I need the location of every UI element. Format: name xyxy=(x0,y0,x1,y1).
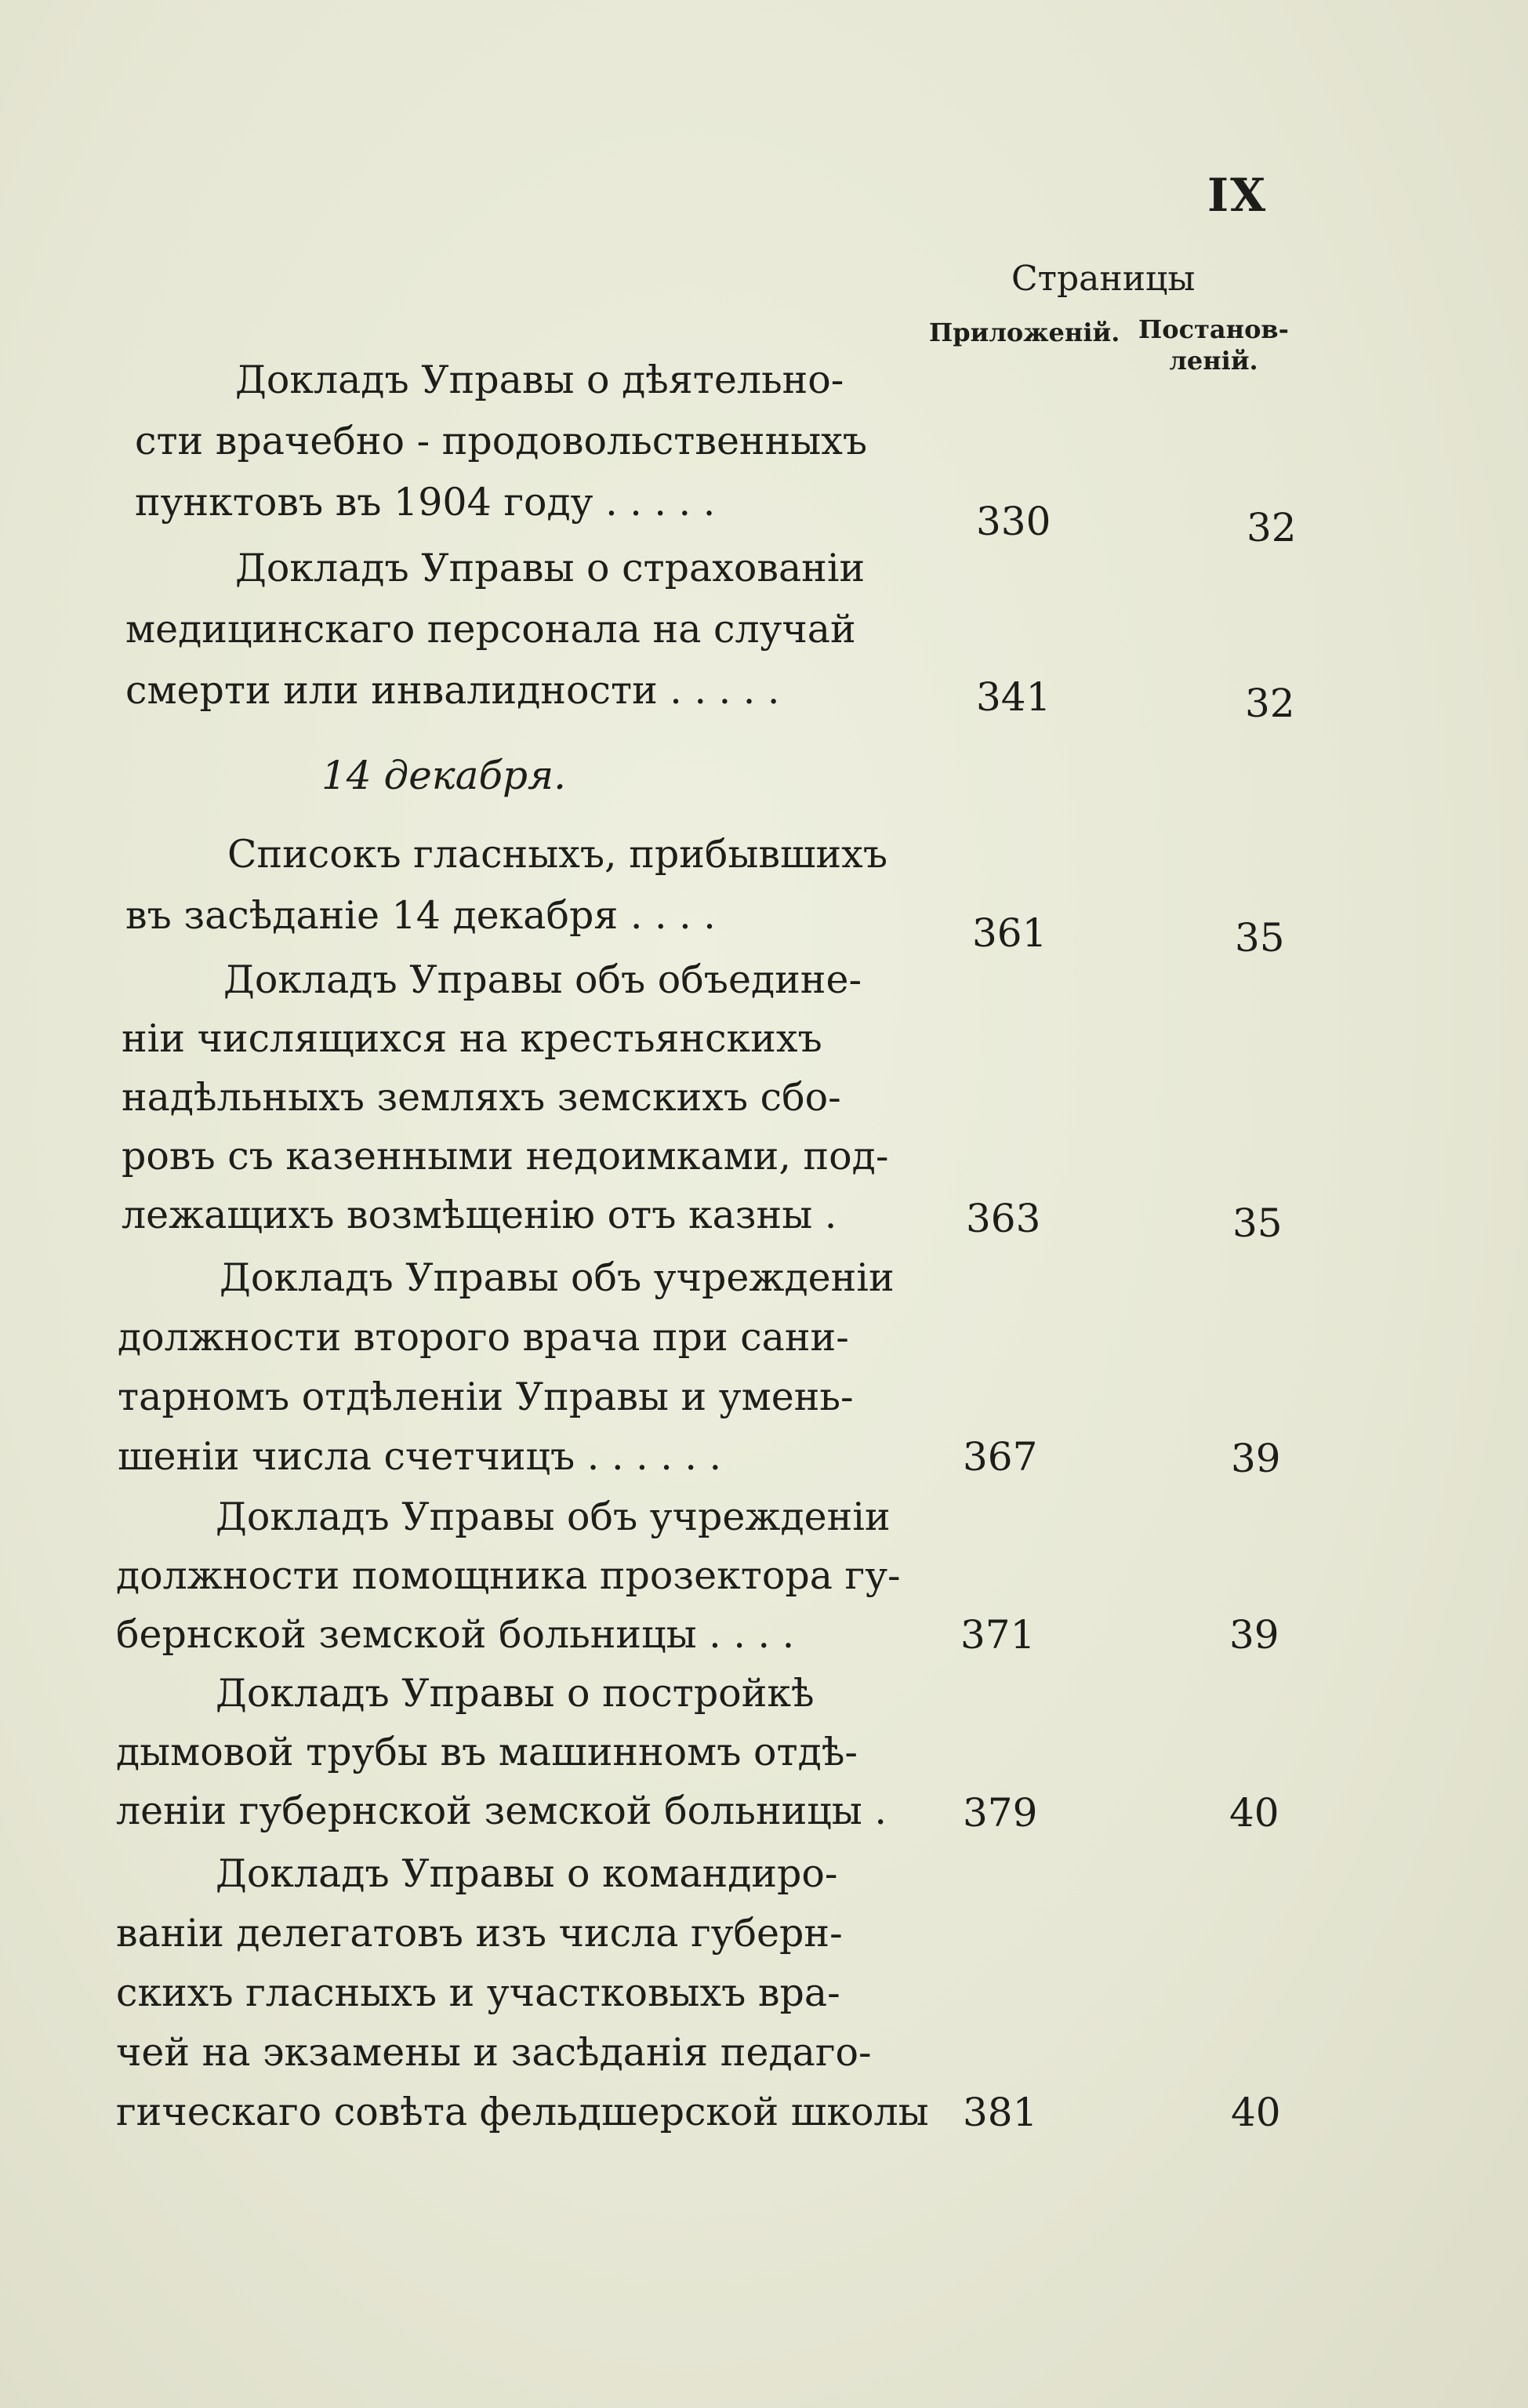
entry-line: тарномъ отдѣленіи Управы и умень- xyxy=(118,1375,854,1419)
entry-line: дымовой трубы въ машинномъ отдѣ- xyxy=(116,1730,858,1774)
date-heading: 14 декабря. xyxy=(321,753,566,798)
entry-line: шеніи числа счетчицъ . . . . . . xyxy=(118,1434,722,1479)
entry-line: леніи губернской земской больницы . xyxy=(116,1789,887,1833)
entry-line: Докладъ Управы о дѣятельно- xyxy=(235,358,844,402)
entry-line: гическаго совѣта фельдшерской школы xyxy=(116,2090,929,2134)
entry-line: чей на экзамены и засѣданія педаго- xyxy=(116,2030,872,2075)
resolution-page-number: 35 xyxy=(1232,1200,1283,1246)
entry-line: ваніи делегатовъ изъ числа губерн- xyxy=(116,1911,843,1956)
appendix-page-number: 381 xyxy=(963,2090,1038,2135)
entry-line: бернской земской больницы . . . . xyxy=(116,1612,795,1657)
entry-line: Докладъ Управы объ учрежденіи xyxy=(220,1255,895,1300)
entry-line: смерти или инвалидности . . . . . xyxy=(125,668,780,713)
entry-line: ніи числящихся на крестьянскихъ xyxy=(122,1016,822,1061)
entry-line: въ засѣданіе 14 декабря . . . . xyxy=(125,893,716,938)
entry-line: должности второго врача при сани- xyxy=(118,1315,849,1360)
resolutions-column-header: Постанов- леній. xyxy=(1138,314,1289,376)
resolution-page-number: 35 xyxy=(1235,915,1285,961)
appendices-column-header: Приложеній. xyxy=(929,318,1120,347)
entry-line: лежащихъ возмѣщенію отъ казны . xyxy=(122,1193,837,1237)
appendix-page-number: 371 xyxy=(960,1612,1036,1658)
entry-line: скихъ гласныхъ и участковыхъ вра- xyxy=(116,1970,840,2015)
pages-column-header: Страницы xyxy=(1011,259,1196,299)
resolution-page-number: 39 xyxy=(1231,1436,1281,1481)
entry-line: Списокъ гласныхъ, прибывшихъ xyxy=(227,832,887,877)
resolution-page-number: 40 xyxy=(1231,2090,1281,2135)
entry-line: надѣльныхъ земляхъ земскихъ сбо- xyxy=(122,1075,841,1120)
entry-line: Докладъ Управы объ объедине- xyxy=(223,957,862,1002)
resolution-page-number: 40 xyxy=(1229,1790,1279,1836)
appendix-page-number: 361 xyxy=(972,910,1047,956)
entry-line: Докладъ Управы о постройкѣ xyxy=(216,1671,815,1716)
page-number: IX xyxy=(1207,169,1268,222)
resolution-page-number: 32 xyxy=(1245,681,1295,726)
entry-line: Докладъ Управы о страхованіи xyxy=(235,546,866,590)
entry-line: медицинскаго персонала на случай xyxy=(125,607,856,652)
resolution-page-number: 39 xyxy=(1229,1612,1279,1658)
appendix-page-number: 363 xyxy=(966,1196,1041,1241)
entry-line: пунктовъ въ 1904 году . . . . . xyxy=(135,480,716,525)
entry-line: сти врачебно - продовольственныхъ xyxy=(135,419,868,463)
entry-line: Докладъ Управы объ учрежденіи xyxy=(216,1495,891,1539)
entry-line: должности помощника прозектора гу- xyxy=(116,1553,901,1598)
appendix-page-number: 341 xyxy=(976,674,1051,720)
appendix-page-number: 367 xyxy=(963,1434,1038,1480)
appendix-page-number: 330 xyxy=(976,499,1051,544)
entry-line: ровъ съ казенными недоимками, под- xyxy=(122,1134,889,1179)
resolution-page-number: 32 xyxy=(1247,505,1297,550)
appendix-page-number: 379 xyxy=(963,1790,1038,1836)
entry-line: Докладъ Управы о командиро- xyxy=(216,1851,838,1896)
